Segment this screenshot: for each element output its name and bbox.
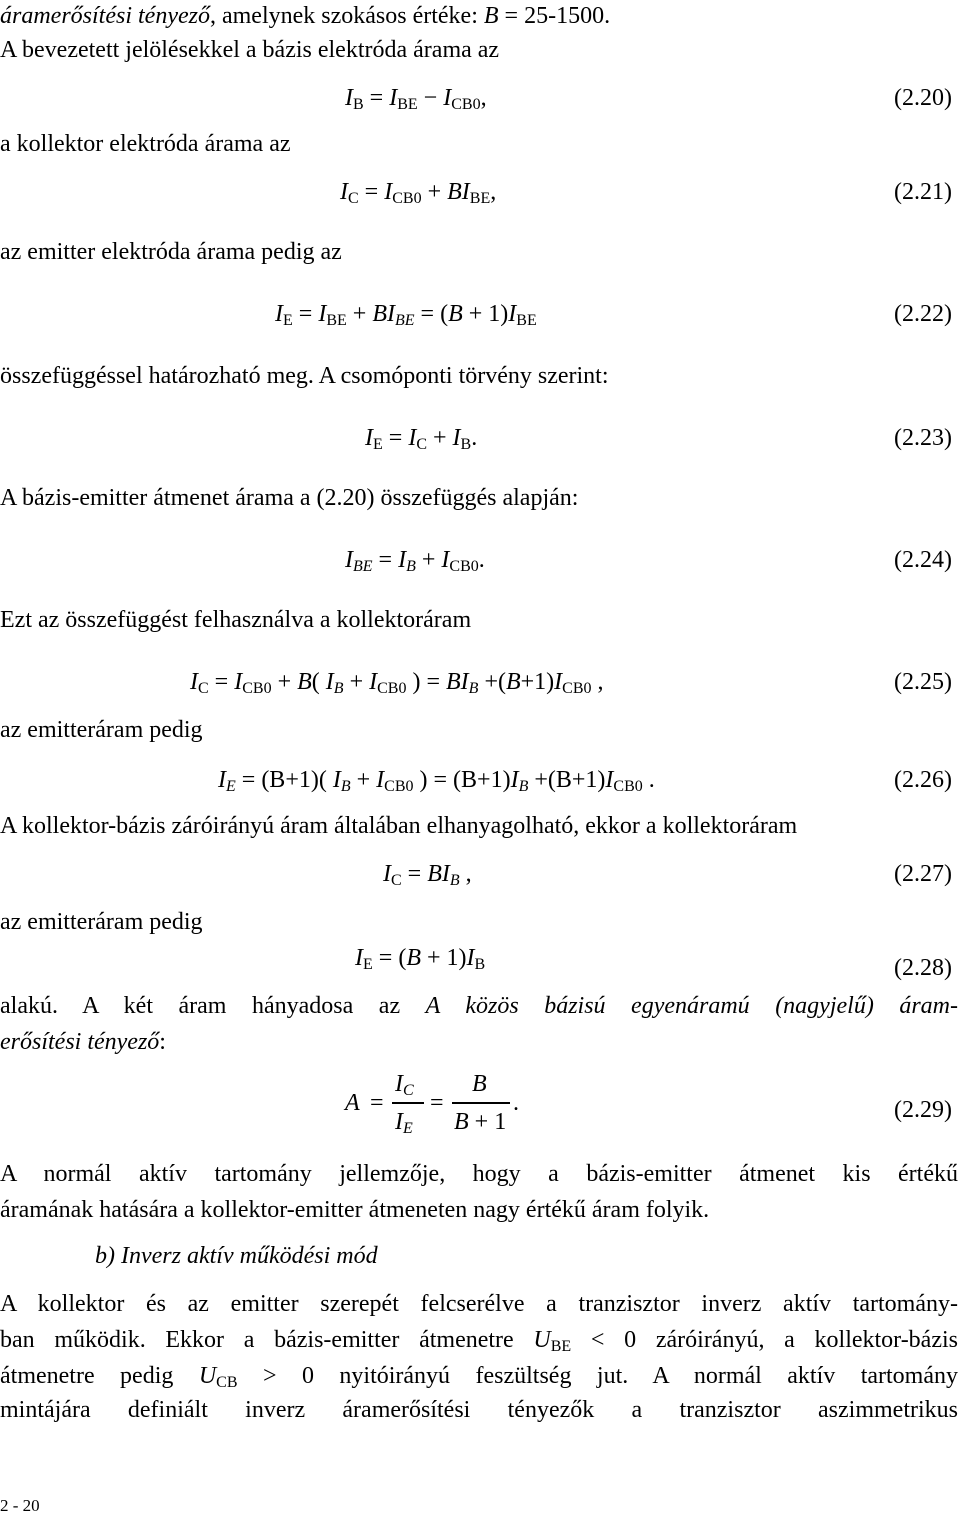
sub: BE (469, 190, 491, 207)
sub: C (391, 872, 402, 889)
sub: CB0 (242, 680, 272, 697)
var-b: B (483, 3, 499, 29)
equation-2-25 (190, 669, 604, 697)
sub-italic: B (406, 558, 416, 575)
op: = (292, 301, 319, 327)
text-span: ban működik. Ekkor a bázis-emitter átmenetre (0, 1327, 534, 1353)
var: B (447, 179, 462, 205)
var: I (395, 1109, 403, 1135)
text-line: Ezt az összefüggést felhasználva a kollektoráram (0, 607, 472, 633)
sub: B (353, 96, 364, 113)
op: = ( (414, 301, 449, 327)
op: + 1) (420, 945, 467, 971)
op: +(B+1) (528, 767, 606, 793)
var: I (461, 179, 470, 205)
text-line (0, 1030, 166, 1054)
op: + (346, 301, 373, 327)
sub (450, 872, 460, 889)
var: I (318, 301, 327, 327)
op: . (471, 425, 478, 451)
text-line: a kollektor elektróda árama az (0, 131, 291, 157)
text-span: = 25-1500. (498, 3, 611, 29)
var: I (508, 301, 517, 327)
var: B (505, 669, 521, 695)
var: I (441, 547, 450, 573)
equation-2-24 (345, 547, 485, 575)
var: I (218, 767, 226, 793)
sub: BE (397, 96, 418, 113)
equation-number: (2.26) (894, 767, 952, 793)
equation-number: (2.29) (894, 1097, 952, 1123)
heading-text: b) Inverz aktív működési mód (95, 1243, 378, 1269)
sub: CB0 (451, 96, 481, 113)
op: + (343, 669, 370, 695)
var: I (234, 669, 243, 695)
var: I (369, 669, 378, 695)
sub: E (363, 956, 373, 973)
op: = (370, 1090, 384, 1116)
sub: CB0 (449, 558, 479, 575)
text-span: < 0 záróirányú, a kollektor-bázis (571, 1327, 958, 1353)
sub: BE (550, 1338, 572, 1355)
text-line: A bázis-emitter átmenet árama a (2.20) összefüggés alapján: (0, 485, 579, 511)
sub-italic: B (468, 680, 479, 697)
var: I (383, 861, 391, 887)
term-italic: áramerősítési tényező (0, 3, 210, 29)
sub (403, 1082, 414, 1099)
fraction-bar (392, 1102, 424, 1104)
var: I (554, 669, 563, 695)
text-span: : (159, 1029, 166, 1055)
op: ) = (B+1) (413, 767, 511, 793)
sub: B (474, 956, 486, 973)
sub (341, 778, 351, 795)
op: = (430, 1090, 444, 1116)
var: I (376, 767, 385, 793)
sub: B (460, 436, 472, 453)
text-line (0, 994, 958, 1018)
op: . (513, 1090, 519, 1116)
equation-2-21 (340, 179, 497, 207)
var: I (398, 547, 407, 573)
var: I (384, 179, 393, 205)
var: I (332, 767, 341, 793)
equation-number: (2.23) (894, 425, 952, 451)
sub-italic: BE (395, 312, 415, 329)
op: + (350, 767, 377, 793)
equation-2-20 (345, 85, 487, 113)
text-line: A kollektor-bázis záróirányú áram általában elhanyagolható, ekkor a kollektoráram (0, 813, 798, 839)
sub: BE (516, 312, 537, 329)
op: = (358, 179, 385, 205)
op: ( (311, 669, 326, 695)
var: I (345, 547, 353, 573)
var: B (372, 301, 387, 327)
var: B (406, 945, 421, 971)
op: = (363, 85, 390, 111)
var: I (275, 301, 283, 327)
op: +1) (520, 669, 555, 695)
var: I (510, 767, 519, 793)
section-heading (95, 1244, 378, 1268)
var: A (345, 1090, 360, 1116)
op: + (421, 179, 448, 205)
fraction-denominator (395, 1109, 413, 1137)
var: I (365, 425, 373, 451)
op: = (B+1)( (235, 767, 333, 793)
text-line: mintájára definiált inverz áramerősítési tényezők a tranzisztor aszimmetrikus (0, 1397, 958, 1423)
sub-italic: BE (353, 558, 373, 575)
op: + 1) (462, 301, 509, 327)
op: . (642, 767, 655, 793)
var: I (605, 767, 614, 793)
sub-italic: B (333, 680, 344, 697)
fraction-bar (452, 1102, 510, 1104)
equation-number: (2.20) (894, 85, 952, 111)
op: + (271, 669, 298, 695)
sub-italic: E (403, 1120, 413, 1137)
var: B (445, 669, 461, 695)
var: I (340, 179, 348, 205)
sub: BE (326, 312, 347, 329)
var: I (345, 85, 353, 111)
op: , (591, 669, 604, 695)
sub: CB0 (392, 190, 422, 207)
equation-2-26 (218, 767, 655, 795)
sub-italic: B (449, 872, 460, 889)
equation-number: (2.27) (894, 861, 952, 887)
equation-2-22 (275, 301, 537, 329)
equation-number: (2.22) (894, 301, 952, 327)
var: I (460, 669, 469, 695)
sub-italic: B (340, 778, 351, 795)
sub: CB0 (562, 680, 592, 697)
op: +( (478, 669, 506, 695)
text-line: az emitteráram pedig (0, 717, 203, 743)
op: , (480, 85, 487, 111)
var: I (387, 301, 395, 327)
equation-2-28 (355, 945, 486, 973)
term-italic: erősítési tényező (0, 1029, 160, 1055)
sub-italic: C (403, 1082, 414, 1099)
fraction-denominator (454, 1110, 506, 1134)
page-footer: 2 - 20 (0, 1496, 40, 1515)
op: = (208, 669, 235, 695)
sub (226, 778, 236, 795)
var: B (448, 301, 463, 327)
equation-number: (2.25) (894, 669, 952, 695)
op: = (372, 547, 399, 573)
var: I (466, 945, 475, 971)
var: B (454, 1109, 469, 1135)
text-line (0, 4, 610, 28)
var: I (355, 945, 363, 971)
var: B (427, 861, 442, 887)
text-span: alakú. A két áram hányadosa az (0, 993, 426, 1019)
var: I (408, 425, 417, 451)
op: = ( (372, 945, 407, 971)
text-line: A normál aktív tartomány jellemzője, hogy a bázis-emitter átmenet kis értékű (0, 1161, 958, 1187)
sub: C (198, 680, 209, 697)
equation-number: (2.21) (894, 179, 952, 205)
fraction-numerator (472, 1072, 487, 1096)
term-italic: közös bázisú egyenáramú (nagyjelű) áram- (439, 993, 958, 1019)
var: I (389, 85, 398, 111)
sub: C (416, 436, 427, 453)
op: = (382, 425, 409, 451)
sub (353, 558, 373, 575)
op: , (459, 861, 472, 887)
var: B (297, 669, 312, 695)
sub-italic: B (518, 778, 529, 795)
sub (334, 680, 344, 697)
sub: CB0 (613, 778, 643, 795)
text-span: , amelynek szokásos értéke: (209, 3, 484, 29)
equation-2-23 (365, 425, 478, 453)
text-line: az emitter elektróda árama pedig az (0, 239, 342, 265)
fraction-numerator (395, 1071, 414, 1099)
op: − (417, 85, 444, 111)
op: + (415, 547, 442, 573)
text-line (0, 1327, 958, 1355)
text-line: A kollektor és az emitter szerepét felcserélve a tranzisztor inverz aktív tartomány- (0, 1291, 958, 1317)
equation-number: (2.28) (894, 955, 952, 981)
equation-2-27 (383, 861, 472, 889)
var: I (443, 85, 452, 111)
sub: CB0 (384, 778, 414, 795)
text-line: áramának hatására a kollektor-emitter átmeneten nagy értékű áram folyik. (0, 1197, 710, 1223)
sub (403, 1120, 413, 1137)
text-line: A bevezetett jelölésekkel a bázis elektróda árama az (0, 37, 500, 63)
op: + (427, 425, 453, 451)
var: U (198, 1363, 217, 1389)
equation-number: (2.24) (894, 547, 952, 573)
var (345, 1091, 360, 1115)
sub: CB (216, 1374, 238, 1391)
sub: CB0 (377, 680, 407, 697)
sub: C (348, 190, 359, 207)
var: I (452, 425, 461, 451)
var: U (533, 1327, 551, 1353)
sub: E (373, 436, 383, 453)
text-line (0, 1363, 958, 1391)
sub (406, 558, 416, 575)
var: A (425, 993, 440, 1019)
var: B (472, 1071, 487, 1097)
text-line: az emitteráram pedig (0, 909, 203, 935)
sub-italic: E (226, 778, 236, 795)
text-span: > 0 nyitóirányú feszültség jut. A normál aktív tartomány (237, 1363, 958, 1389)
sub: E (283, 312, 293, 329)
var: I (441, 861, 450, 887)
op: = (401, 861, 428, 887)
op: + 1 (468, 1109, 507, 1135)
sub (469, 680, 479, 697)
var: I (190, 669, 198, 695)
text-span: átmenetre pedig (0, 1363, 199, 1389)
var: I (325, 669, 334, 695)
op: , (490, 179, 497, 205)
op: . (478, 547, 485, 573)
var: I (395, 1071, 403, 1097)
sub (519, 778, 529, 795)
op: ) = (406, 669, 446, 695)
text-line: összefüggéssel határozható meg. A csomóponti törvény szerint: (0, 363, 609, 389)
sub (395, 312, 415, 329)
